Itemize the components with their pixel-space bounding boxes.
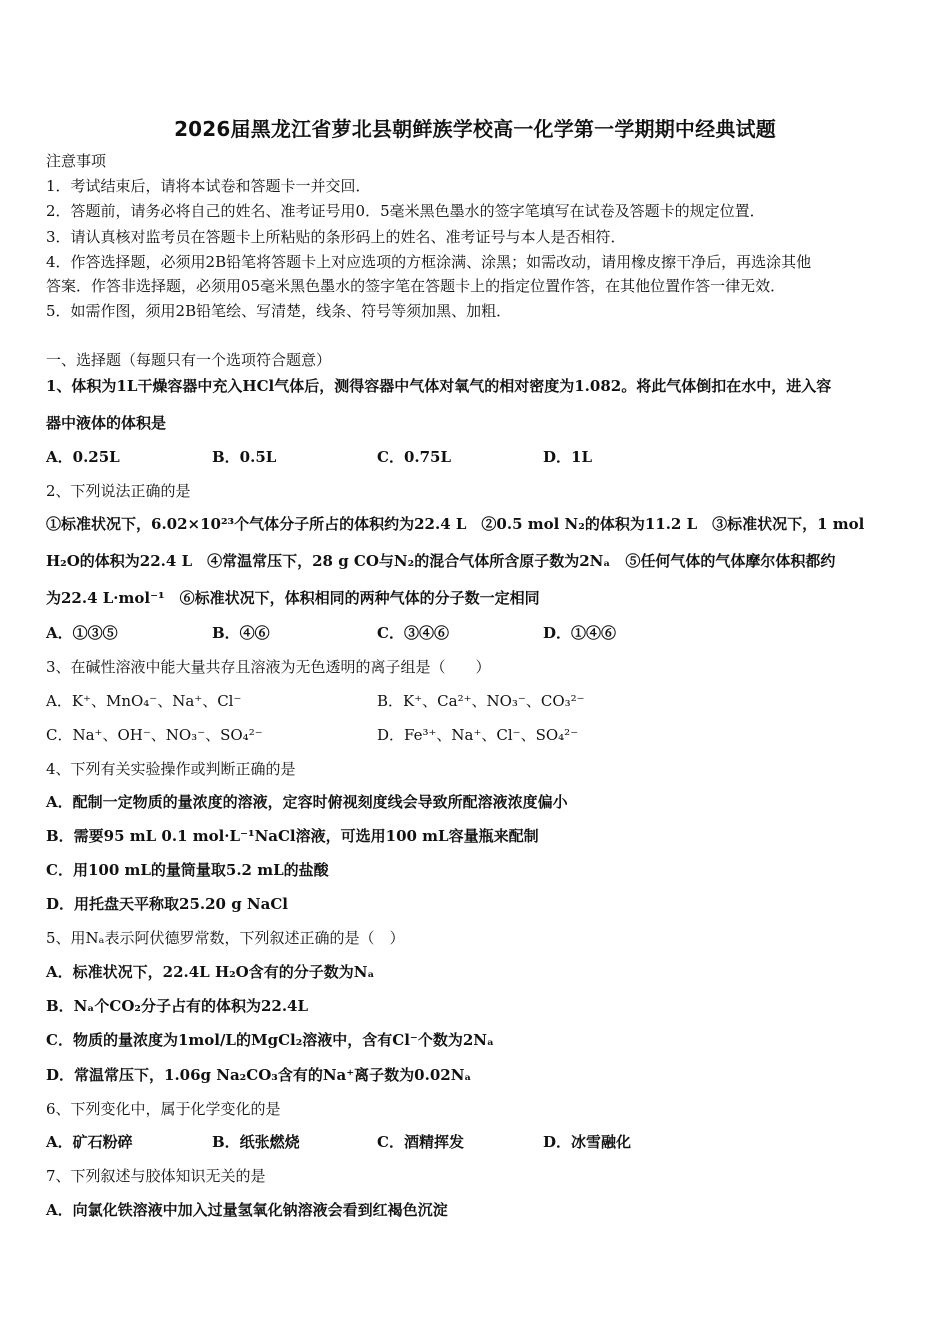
page-title: 2026届黑龙江省萝北县朝鲜族学校高一化学第一学期期中经典试题: [174, 117, 776, 141]
q2-statement: ①标准状况下，6.02×10²³个气体分子所占的体积约为22.4 L ②0.5 mol N₂的体积为11.2 L ③标准状况下，1 mol: [46, 515, 865, 533]
q4-option-a: A．配制一定物质的量浓度的溶液，定容时俯视刻度线会导致所配溶液浓度偏小: [46, 793, 568, 811]
q2-option-d: D．①④⑥: [543, 624, 617, 642]
q3-option-c: C．Na⁺、OH⁻、NO₃⁻、SO₄²⁻: [46, 726, 263, 744]
notice-item: 答案．作答非选择题，必须用05毫米黑色墨水的签字笔在答题卡上的指定位置作答，在其他位置作答一律无效．: [46, 277, 786, 295]
q1-stem: 1、体积为1L干燥容器中充入HCl气体后，测得容器中气体对氧气的相对密度为1.082。将此气体倒扣在水中，进入容: [46, 377, 832, 395]
q5-option-a: A．标准状况下，22.4L H₂O含有的分子数为Nₐ: [46, 963, 375, 981]
q6-option-b: B．纸张燃烧: [212, 1133, 300, 1151]
q1-option-d: D．1L: [543, 448, 592, 466]
q3-option-b: B．K⁺、Ca²⁺、NO₃⁻、CO₃²⁻: [377, 692, 585, 710]
q6-option-a: A．矿石粉碎: [46, 1133, 133, 1151]
notice-item: 5．如需作图，须用2B铅笔绘、写清楚，线条、符号等须加黑、加粗．: [46, 302, 512, 320]
q2-option-c: C．③④⑥: [377, 624, 449, 642]
notice-item: 3．请认真核对监考员在答题卡上所粘贴的条形码上的姓名、准考证号与本人是否相符．: [46, 228, 626, 246]
notice-heading: 注意事项: [46, 152, 107, 170]
q7-option-a: A．向氯化铁溶液中加入过量氢氧化钠溶液会看到红褐色沉淀: [46, 1201, 448, 1219]
q5-option-d: D．常温常压下，1.06g Na₂CO₃含有的Na⁺离子数为0.02Nₐ: [46, 1066, 472, 1084]
q4-option-c: C．用100 mL的量筒量取5.2 mL的盐酸: [46, 861, 329, 879]
q3-option-d: D．Fe³⁺、Na⁺、Cl⁻、SO₄²⁻: [377, 726, 579, 744]
q1-option-c: C．0.75L: [377, 448, 452, 466]
q2-option-a: A．①③⑤: [46, 624, 118, 642]
q1-option-a: A．0.25L: [46, 448, 120, 466]
q2-option-b: B．④⑥: [212, 624, 270, 642]
q7-stem: 7、下列叙述与胶体知识无关的是: [46, 1167, 266, 1185]
q3-option-a: A．K⁺、MnO₄⁻、Na⁺、Cl⁻: [46, 692, 242, 710]
q2-statement: H₂O的体积为22.4 L ④常温常压下，28 g CO与N₂的混合气体所含原子数为2Nₐ ⑤任何气体的气体摩尔体积都约: [46, 552, 836, 570]
notice-item: 4．作答选择题，必须用2B铅笔将答题卡上对应选项的方框涂满、涂黑；如需改动，请用橡皮擦干净后，再选涂其他: [46, 253, 812, 271]
q3-stem: 3、在碱性溶液中能大量共存且溶液为无色透明的离子组是（ ）: [46, 658, 491, 676]
q1-option-b: B．0.5L: [212, 448, 277, 466]
q6-option-c: C．酒精挥发: [377, 1133, 464, 1151]
section-heading: 一、选择题（每题只有一个选项符合题意）: [46, 351, 332, 369]
notice-item: 1．考试结束后，请将本试卷和答题卡一并交回．: [46, 177, 371, 195]
q5-option-b: B．Nₐ个CO₂分子占有的体积为22.4L: [46, 997, 309, 1015]
q1-stem-cont: 器中液体的体积是: [46, 414, 167, 432]
q5-option-c: C．物质的量浓度为1mol/L的MgCl₂溶液中，含有Cl⁻个数为2Nₐ: [46, 1031, 494, 1049]
q6-option-d: D．冰雪融化: [543, 1133, 632, 1151]
q4-stem: 4、下列有关实验操作或判断正确的是: [46, 760, 296, 778]
q4-option-d: D．用托盘天平称取25.20 g NaCl: [46, 895, 288, 913]
q6-stem: 6、下列变化中，属于化学变化的是: [46, 1100, 281, 1118]
q4-option-b: B．需要95 mL 0.1 mol·L⁻¹NaCl溶液，可选用100 mL容量瓶来配制: [46, 827, 539, 845]
q5-stem: 5、用Nₐ表示阿伏德罗常数，下列叙述正确的是（ ）: [46, 929, 405, 947]
q2-statement: 为22.4 L·mol⁻¹ ⑥标准状况下，体积相同的两种气体的分子数一定相同: [46, 589, 540, 607]
notice-item: 2．答题前，请务必将自己的姓名、准考证号用0．5毫米黑色墨水的签字笔填写在试卷及答题卡的规定位置．: [46, 202, 765, 220]
q2-stem: 2、下列说法正确的是: [46, 482, 191, 500]
